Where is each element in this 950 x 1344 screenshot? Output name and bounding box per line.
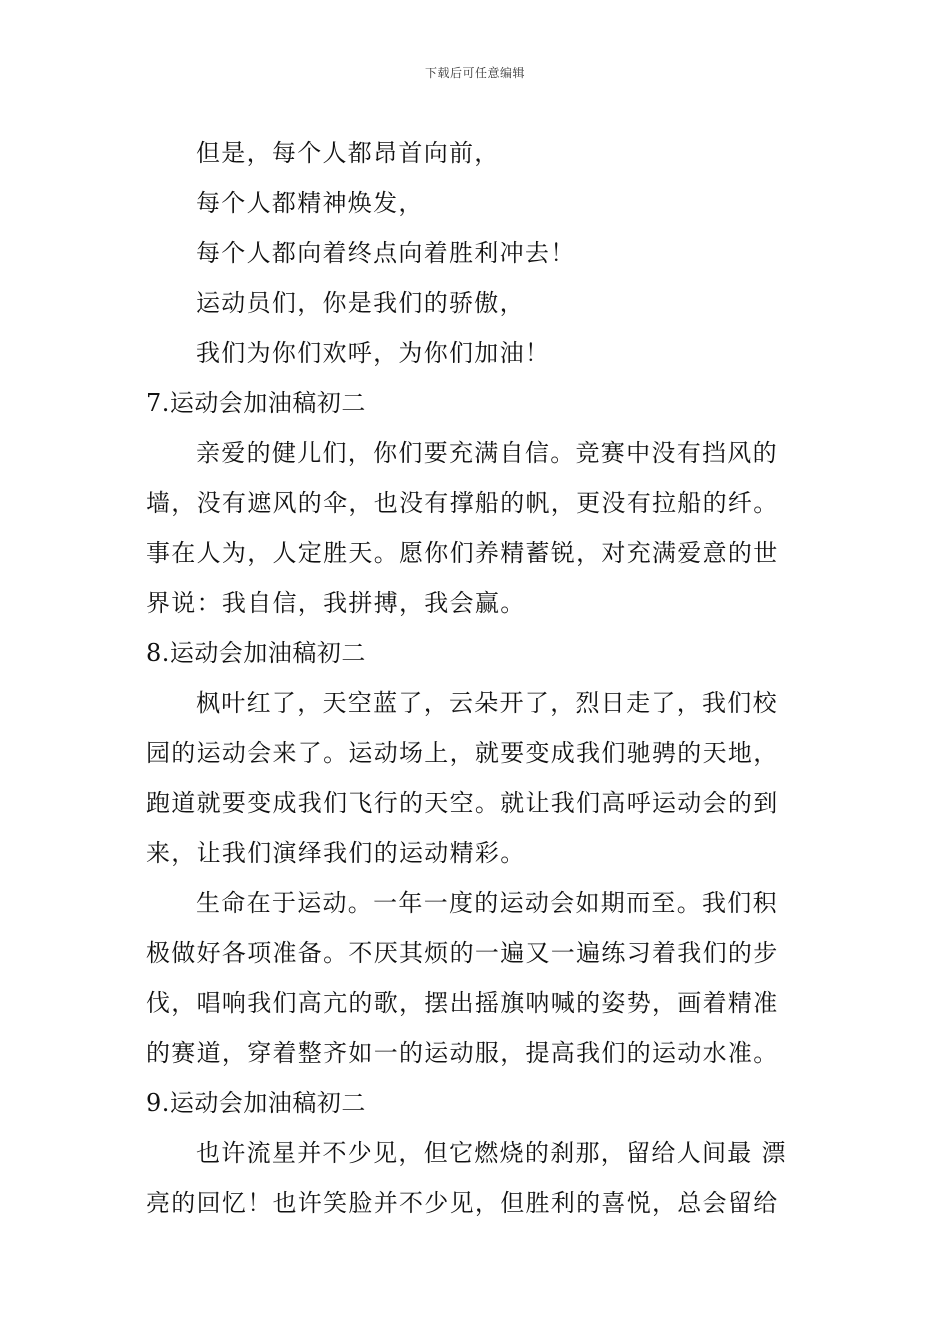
text-line: 园的运动会来了。运动场上，就要变成我们驰骋的天地， [146, 739, 779, 767]
text-line: 事在人为，人定胜天。愿你们养精蓄锐，对充满爱意的世 [146, 539, 779, 567]
page-header: 下载后可任意编辑 [424, 66, 525, 80]
text-line: 亮的回忆！也许笑脸并不少见，但胜利的喜悦，总会留给 [146, 1189, 779, 1217]
text-line: 墙，没有遮风的伞，也没有撑船的帆，更没有拉船的纤。 [146, 489, 779, 517]
text-line: 伐，唱响我们高亢的歌，摆出摇旗呐喊的姿势，画着精准 [146, 989, 779, 1017]
text-line: 亲爱的健儿们，你们要充满自信。竞赛中没有挡风的 [196, 439, 778, 467]
text-line: 的赛道，穿着整齐如一的运动服，提高我们的运动水准。 [146, 1039, 779, 1067]
text-line: 生命在于运动。一年一度的运动会如期而至。我们积 [196, 889, 778, 917]
text-line: 也许流星并不少见，但它燃烧的刹那，留给人间最 漂 [196, 1139, 787, 1167]
section-heading: 7.运动会加油稿初二 [146, 389, 366, 417]
text-line: 来，让我们演绎我们的运动精彩。 [146, 839, 526, 867]
text-line: 跑道就要变成我们飞行的天空。就让我们高呼运动会的到 [146, 789, 779, 817]
text-line: 运动员们，你是我们的骄傲， [196, 289, 525, 317]
text-line: 每个人都精神焕发， [196, 189, 424, 217]
section-heading: 9.运动会加油稿初二 [146, 1089, 366, 1117]
document-body [146, 128, 806, 1228]
text-line: 极做好各项准备。不厌其烦的一遍又一遍练习着我们的步 [146, 939, 779, 967]
text-line: 枫叶红了，天空蓝了，云朵开了，烈日走了，我们校 [196, 689, 778, 717]
text-line: 每个人都向着终点向着胜利冲去！ [196, 239, 576, 267]
text-line: 我们为你们欢呼，为你们加油！ [196, 339, 551, 367]
text-line: 但是，每个人都昂首向前， [196, 139, 500, 167]
text-line: 界说：我自信，我拼搏，我会赢。 [146, 589, 526, 617]
section-heading: 8.运动会加油稿初二 [146, 639, 366, 667]
